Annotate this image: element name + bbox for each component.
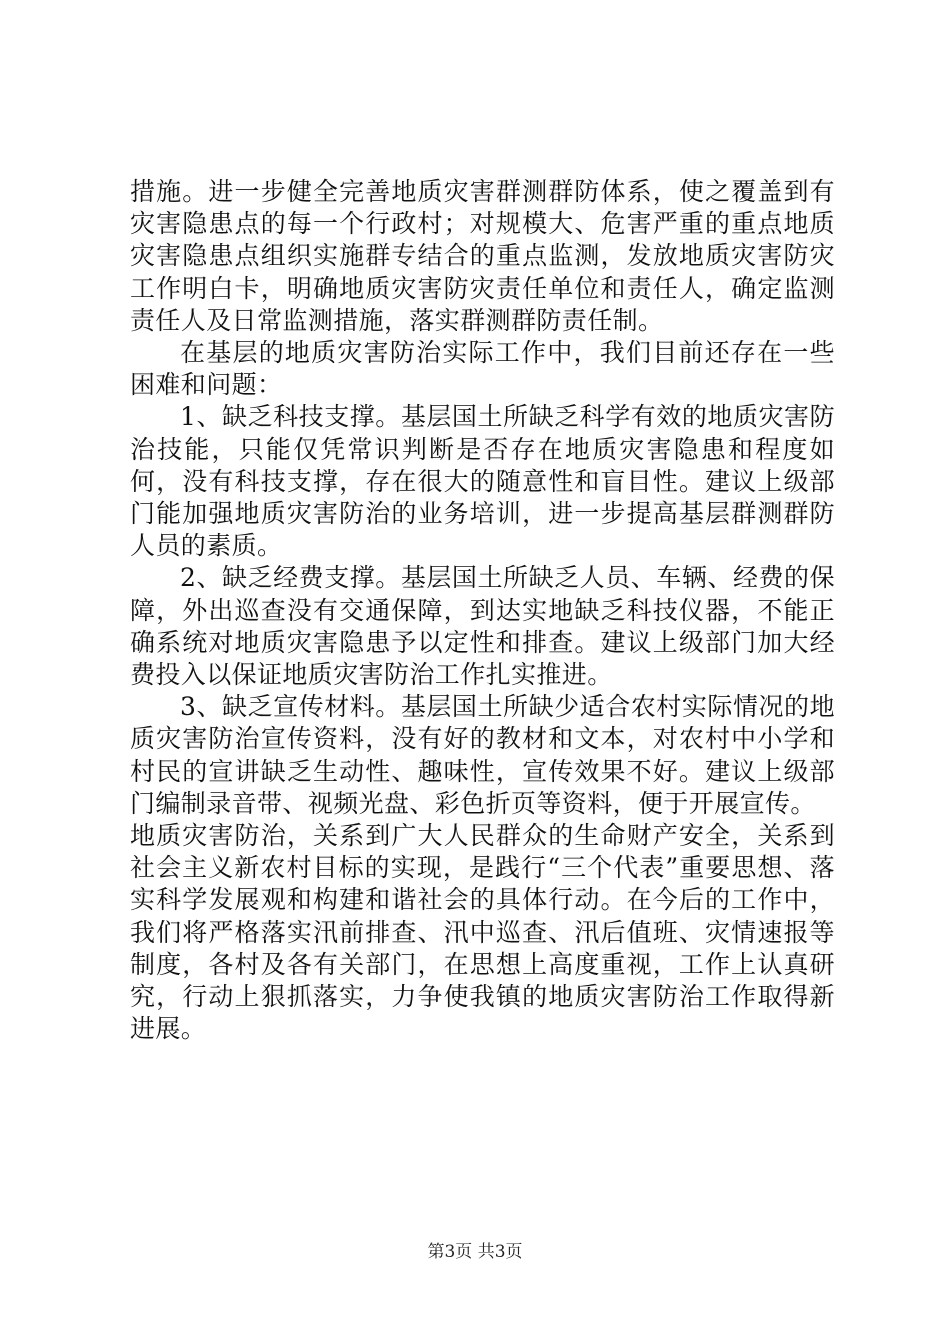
paragraph-measures-continued: 措施。进一步健全完善地质灾害群测群防体系，使之覆盖到有灾害隐患点的每一个行政村；对规模大、危害严重的重点地质灾害隐患点组织实施群专结合的重点监测，发放地质灾害防灾工作明白卡，明确地质灾害防灾责任单位和责任人，确定监测责任人及日常监测措施，落实群测群防责任制。 xyxy=(130,177,835,335)
paragraph-lack-of-funding: 2、缺乏经费支撑。基层国土所缺乏人员、车辆、经费的保障，外出巡查没有交通保障，到达实地缺乏科技仪器，不能正确系统对地质灾害隐患予以定性和排查。建议上级部门加大经费投入以保证地质灾害防治工作扎实推进。 xyxy=(130,563,835,690)
paragraph-lack-of-publicity-materials: 3、缺乏宣传材料。基层国土所缺少适合农村实际情况的地质灾害防治宣传资料，没有好的教材和文本，对农村中小学和村民的宣讲缺乏生动性、趣味性，宣传效果不好。建议上级部门编制录音带、视频光盘、彩色折页等资料，便于开展宣传。 xyxy=(130,692,835,818)
paragraph-conclusion: 地质灾害防治，关系到广大人民群众的生命财产安全，关系到社会主义新农村目标的实现，是践行“三个代表”重要思想、落实科学发展观和构建和谐社会的具体行动。在今后的工作中，我们将严格落实汛前排查、汛中巡查、汛后值班、灾情速报等制度，各村及各有关部门，在思想上高度重视，工作上认真研究，行动上狠抓落实，力争使我镇的地质灾害防治工作取得新进展。 xyxy=(130,821,835,1044)
paragraph-difficulties-intro: 在基层的地质灾害防治实际工作中，我们目前还存在一些困难和问题： xyxy=(130,338,835,400)
page-number: 第3页 共3页 xyxy=(427,1242,523,1262)
page-footer xyxy=(0,1240,950,1264)
paragraph-lack-of-tech-support: 1、缺乏科技支撑。基层国土所缺乏科学有效的地质灾害防治技能，只能仅凭常识判断是否存在地质灾害隐患和程度如何，没有科技支撑，存在很大的随意性和盲目性。建议上级部门能加强地质灾害防治的业务培训，进一步提高基层群测群防人员的素质。 xyxy=(130,402,835,561)
document-body xyxy=(130,176,835,1045)
